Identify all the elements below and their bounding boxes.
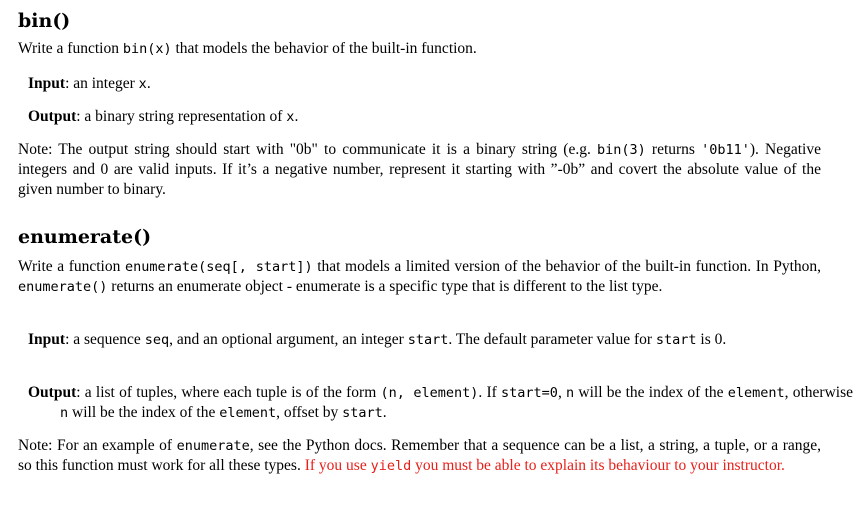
highlight-text: you must be able to explain its behaviour to your instructor. — [411, 457, 785, 474]
code: n — [566, 385, 575, 401]
enumerate-output — [28, 383, 853, 423]
input-label: Input — [28, 331, 66, 348]
text: Write a function — [18, 40, 123, 57]
code: bin(3) — [596, 142, 646, 158]
code: start — [407, 332, 449, 348]
text: will be the index of the — [68, 404, 220, 421]
code: enumerate(seq[, start]) — [124, 259, 313, 275]
code: enumerate — [176, 438, 250, 454]
text: returns — [645, 141, 702, 158]
bin-intro — [18, 39, 821, 59]
text: : a list of tuples, where each tuple is of the form — [76, 384, 381, 401]
text: . — [294, 108, 299, 125]
code: start — [655, 332, 697, 348]
enumerate-intro — [18, 257, 821, 297]
text: . If — [478, 384, 502, 401]
code: (n, element) — [380, 385, 479, 401]
text: , see the Python docs. Remember that a sequence can be a list, a string, a tuple, or a range, so this function must work for all these types. — [18, 437, 822, 474]
text: . — [382, 404, 387, 421]
highlight-text: If you use — [304, 457, 371, 474]
enumerate-note — [18, 436, 821, 476]
output-label: Output — [28, 108, 77, 125]
code: start — [342, 405, 383, 421]
bin-note — [18, 140, 821, 200]
text: Note: The output string should start with "0b" to communicate it is a binary string (e.g. — [18, 141, 597, 158]
code: enumerate() — [18, 279, 108, 295]
text: : a binary string representation of — [76, 108, 287, 125]
code: '0b11' — [701, 142, 750, 158]
text: Note: For an example of — [18, 437, 177, 454]
enumerate-section-title: enumerate() — [18, 226, 152, 248]
enumerate-input — [28, 330, 853, 350]
bin-output — [28, 107, 853, 127]
code: x — [138, 76, 147, 92]
text: : a sequence — [65, 331, 145, 348]
text: is 0. — [696, 331, 727, 348]
text: that models the behavior of the built-in function. — [171, 40, 477, 57]
text: : an integer — [65, 75, 139, 92]
text: , — [557, 384, 567, 401]
text: will be the index of the — [574, 384, 728, 401]
text: that models a limited version of the behavior of the built-in function. In Python, — [312, 258, 822, 275]
code: seq — [144, 332, 170, 348]
bin-input — [28, 74, 853, 94]
text: returns an enumerate object - enumerate is a specific type that is different to the list type. — [107, 278, 663, 295]
text: , and an optional argument, an integer — [169, 331, 408, 348]
bin-section-title: bin() — [18, 10, 71, 32]
text: , otherwise — [784, 384, 854, 401]
code: element — [727, 385, 785, 401]
text: . The default parameter value for — [448, 331, 656, 348]
code: start=0 — [501, 385, 558, 401]
text: ). Negative integers and 0 are valid inputs. If it’s a negative number, represent it starting with ”-0b” and covert the absolute value of the given number to binary. — [18, 141, 821, 198]
code: element — [219, 405, 277, 421]
input-label: Input — [28, 75, 66, 92]
code: x — [286, 109, 295, 125]
code: bin(x) — [122, 41, 172, 57]
output-label: Output — [28, 384, 77, 401]
highlight-code: yield — [370, 458, 412, 474]
code: n — [60, 405, 69, 421]
text: . — [146, 75, 151, 92]
text: Write a function — [18, 258, 125, 275]
text: , offset by — [276, 404, 343, 421]
